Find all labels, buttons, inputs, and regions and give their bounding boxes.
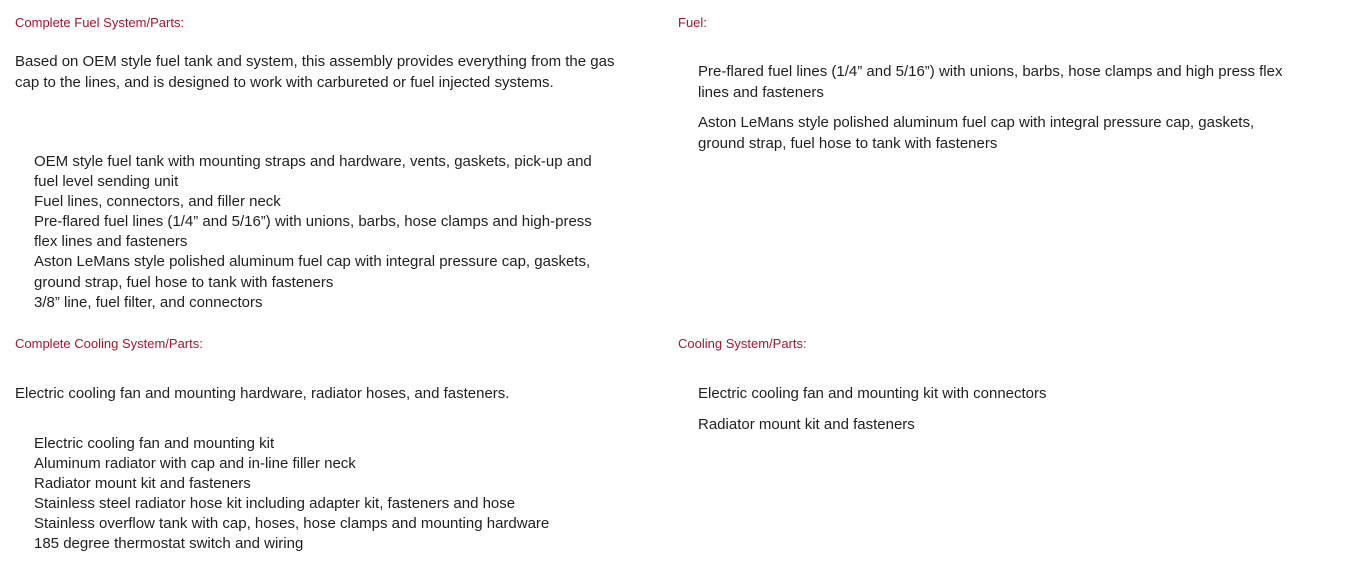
list-item: 185 degree thermostat switch and wiring xyxy=(34,535,304,553)
complete-cooling-system-list xyxy=(34,434,554,555)
cooling-system-heading: Cooling System/Parts: xyxy=(678,336,807,351)
list-item: Electric cooling fan and mounting kit xyxy=(34,435,275,452)
list-item: Pre-flared fuel lines (1/4” and 5/16”) with unions, barbs, hose clamps and high press flex lines and fasteners xyxy=(698,63,1283,101)
complete-fuel-system-section xyxy=(15,15,635,315)
complete-fuel-system-heading: Complete Fuel System/Parts: xyxy=(15,15,185,30)
list-item: OEM style fuel tank with mounting straps and hardware, vents, gaskets, pick-up and fuel level sending unit xyxy=(34,153,592,191)
complete-cooling-system-section xyxy=(15,336,635,584)
list-item: 3/8” line, fuel filter, and connectors xyxy=(34,293,263,311)
list-item: Fuel lines, connectors, and filler neck xyxy=(34,193,281,211)
list-item: Aluminum radiator with cap and in-line filler neck xyxy=(34,455,356,473)
list-item: Electric cooling fan and mounting kit with connectors xyxy=(698,385,1047,402)
fuel-list xyxy=(698,62,1298,164)
list-item: Aston LeMans style polished aluminum fuel cap with integral pressure cap, gaskets, ground strap, fuel hose to tank with fasteners xyxy=(698,114,1255,152)
complete-cooling-system-intro: Electric cooling fan and mounting hardware, radiator hoses, and fasteners. xyxy=(15,385,510,402)
cooling-system-section xyxy=(678,336,1318,584)
list-item: Pre-flared fuel lines (1/4” and 5/16”) with unions, barbs, hose clamps and high-press flex lines and fasteners xyxy=(34,213,592,251)
list-item: Radiator mount kit and fasteners xyxy=(34,475,251,493)
cooling-system-list xyxy=(698,384,1298,445)
list-item: Stainless overflow tank with cap, hoses, hose clamps and mounting hardware xyxy=(34,515,550,533)
fuel-section xyxy=(678,15,1318,315)
list-item: Aston LeMans style polished aluminum fuel cap with integral pressure cap, gaskets, ground strap, fuel hose to tank with fasteners xyxy=(34,253,591,291)
complete-fuel-system-list xyxy=(34,152,614,313)
complete-fuel-system-intro: Based on OEM style fuel tank and system, this assembly provides everything from the gas cap to the lines, and is designed to work with carbureted or fuel injected systems. xyxy=(15,53,615,91)
list-item: Stainless steel radiator hose kit including adapter kit, fasteners and hose xyxy=(34,495,516,513)
fuel-heading: Fuel: xyxy=(678,15,707,30)
list-item: Radiator mount kit and fasteners xyxy=(698,415,915,433)
complete-cooling-system-heading: Complete Cooling System/Parts: xyxy=(15,336,203,351)
